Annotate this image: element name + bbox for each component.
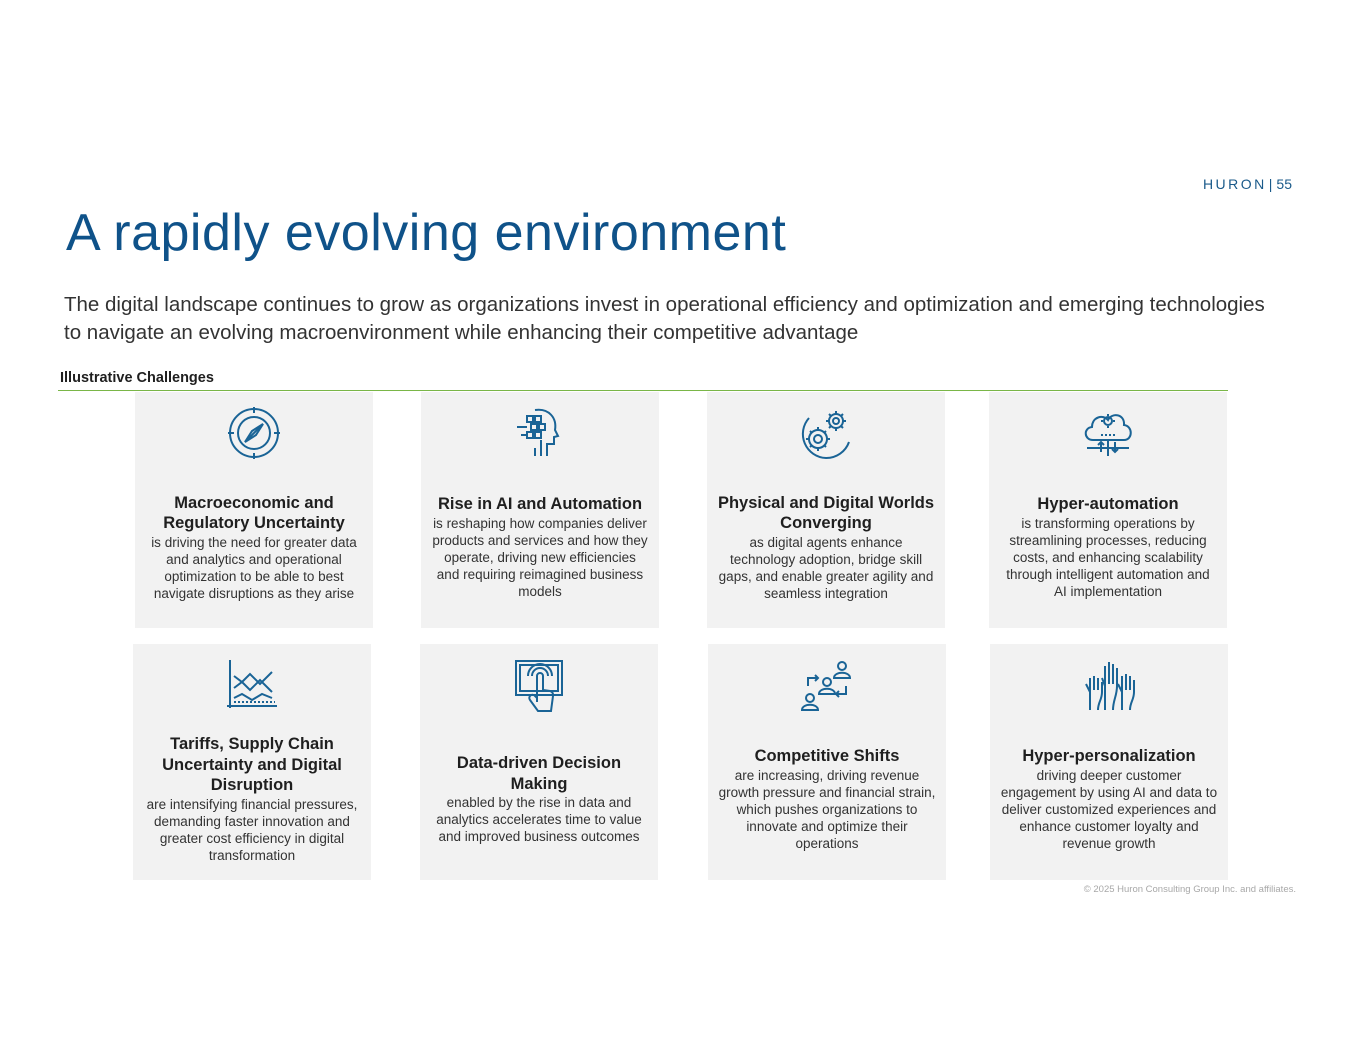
challenge-card-tariffs [133,644,371,880]
section-label: Illustrative Challenges [60,370,214,386]
card-description: driving deeper customer engagement by using AI and data to deliver customized experiences and enhance customer loyalty and revenue growth [1000,767,1218,851]
page-title: A rapidly evolving environment [66,204,787,262]
challenge-card-physical-digital [707,392,945,628]
brand-page-marker [1203,176,1292,192]
card-heading: Macroeconomic and Regulatory Uncertainty [163,493,345,532]
card-description: enabled by the rise in data and analytics accelerates time to value and improved business outcomes [436,795,642,844]
card-heading: Hyper-personalization [1022,747,1196,766]
people-exchange-icon [708,656,946,714]
touch-screen-icon [420,656,658,714]
copyright-footer: © 2025 Huron Consulting Group Inc. and affiliates. [1083,884,1296,895]
card-heading: Physical and Digital Worlds Converging [717,493,935,532]
card-description: are intensifying financial pressures, demanding faster innovation and greater cost efficiency in digital transformation [146,796,358,863]
challenge-card-hyper-personalization [990,644,1228,880]
volatility-chart-icon [133,656,371,714]
section-divider [58,390,1228,391]
challenge-card-hyper-automation [989,392,1227,628]
card-heading: Tariffs, Supply Chain Uncertainty and Digital Disruption [162,735,342,795]
card-heading: Rise in AI and Automation [437,495,643,514]
brand-name: HURON [1202,176,1267,192]
card-heading: Hyper-automation [1037,495,1179,514]
page-subtitle: The digital landscape continues to grow as organizations invest in operational efficiency and optimization and emerging technologies to navigate an evolving macroenvironment while enhancing their competitive advantage [64,293,1265,344]
card-description: is driving the need for greater data and analytics and operational optimization to be able to best navigate disruptions as they arise [151,534,357,601]
challenge-card-ai-automation [421,392,659,628]
ai-head-icon [421,404,659,462]
card-description: as digital agents enhance technology adoption, bridge skill gaps, and enable greater agility and seamless integration [718,534,934,601]
card-heading: Competitive Shifts [754,747,900,766]
card-description: are increasing, driving revenue growth pressure and financial strain, which pushes organizations to innovate and optimize their operations [718,767,936,851]
challenge-card-macroeconomic [135,392,373,628]
card-heading: Data-driven Decision Making [456,754,622,793]
cloud-gear-icon [989,404,1227,462]
gears-icon [707,404,945,462]
challenge-card-competitive [708,644,946,880]
card-description: is reshaping how companies deliver products and services and how they operate, driving new efficiencies and requiring reimagined business models [432,515,648,599]
challenge-card-data-driven [420,644,658,880]
page-number: 55 [1276,176,1292,192]
card-description: is transforming operations by streamlining processes, reducing costs, and enhancing scalability through intelligent automation and AI implementation [1006,515,1210,599]
brand-separator: | [1268,176,1273,192]
raised-hands-icon [990,656,1228,714]
compass-icon [135,404,373,462]
